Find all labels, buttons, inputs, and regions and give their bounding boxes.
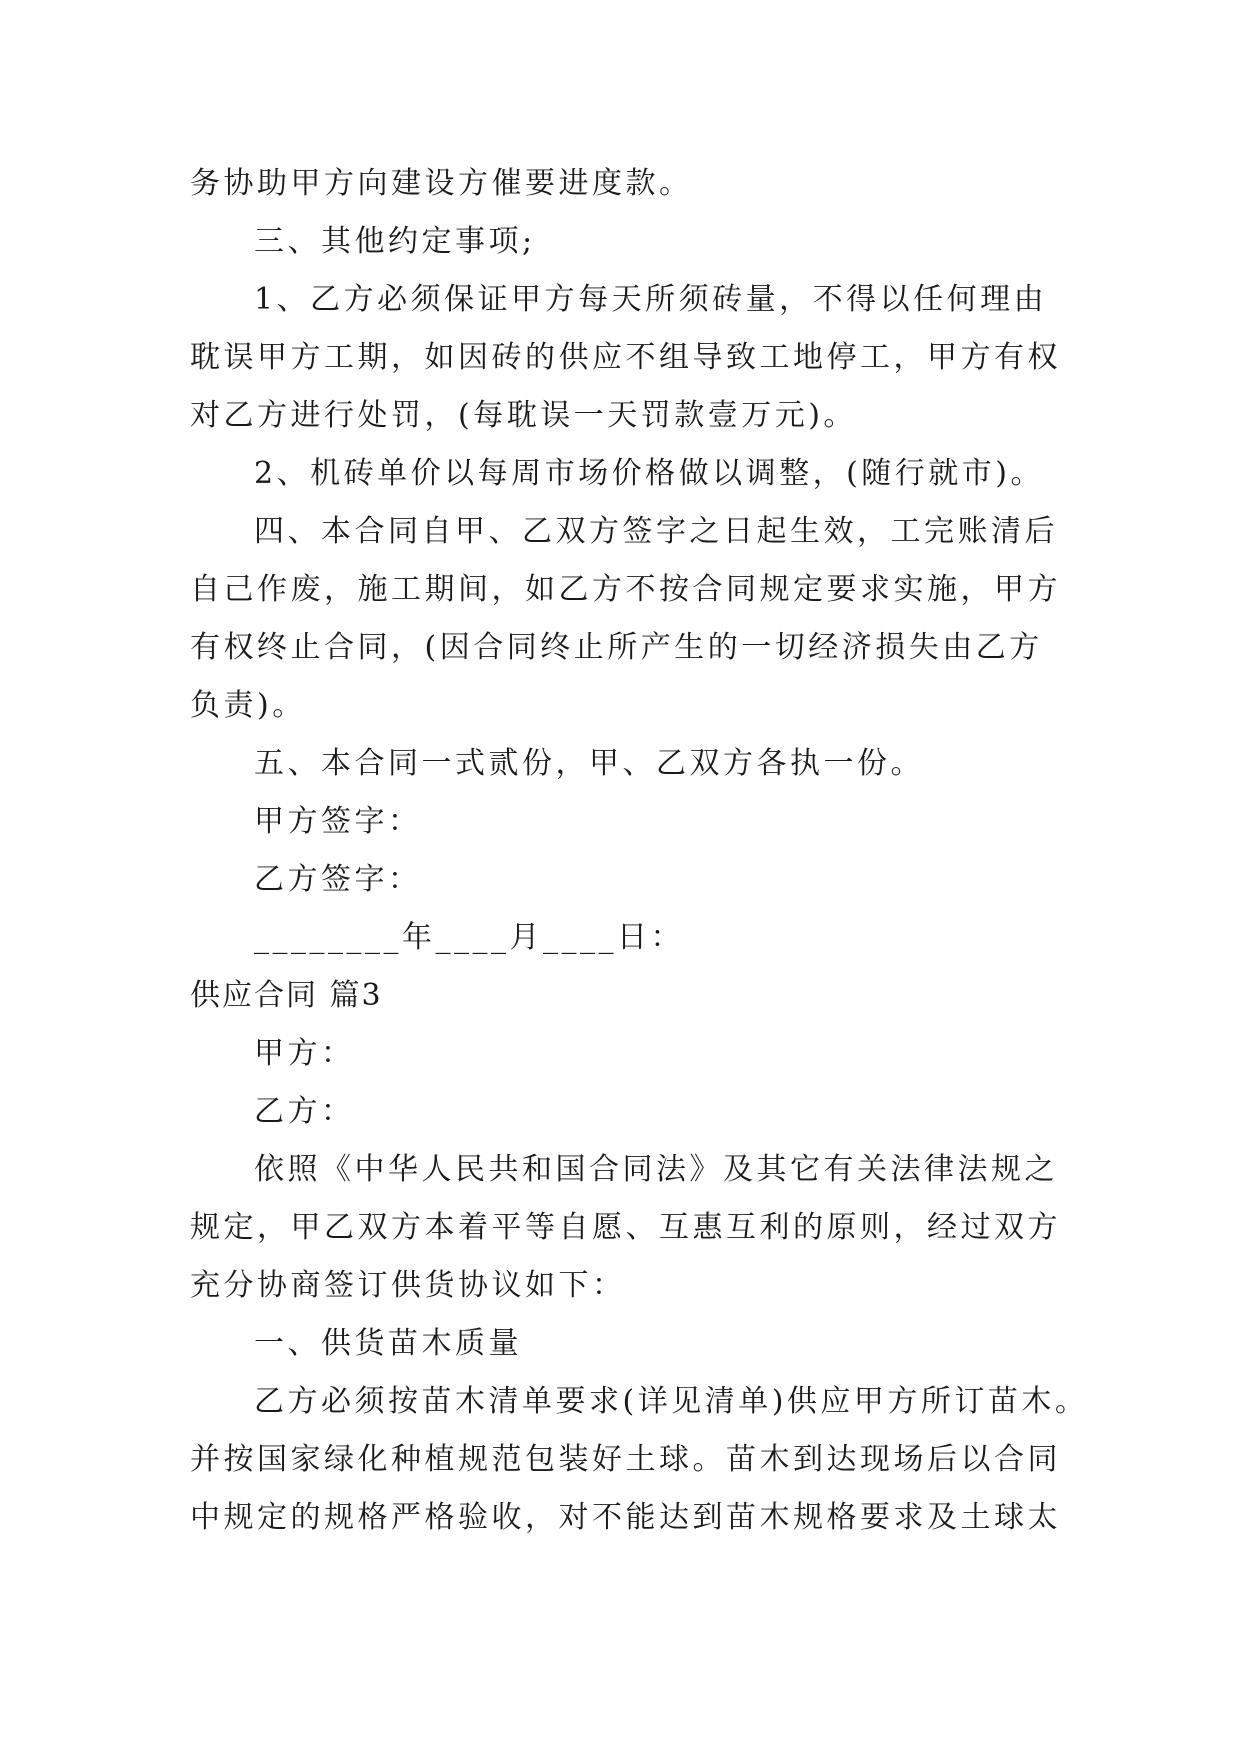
party-a-signature-label: 甲方签字： [254, 804, 422, 839]
section-heading-supply-quality: 一、供货苗木质量 [254, 1326, 522, 1361]
paragraph-line: 务协助甲方向建设方催要进度款。 [190, 166, 693, 201]
section-heading-other-terms: 三、其他约定事项; [254, 224, 536, 259]
section-title: 供应合同 篇3 [190, 978, 383, 1013]
paragraph-line: 自己作废，施工期间，如乙方不按合同规定要求实施，甲方 [190, 572, 1061, 607]
paragraph-line: 五、本合同一式贰份，甲、乙双方各执一份。 [254, 746, 924, 781]
party-b-label: 乙方： [254, 1094, 355, 1129]
paragraph-line: 中规定的规格严格验收，对不能达到苗木规格要求及土球太 [190, 1500, 1061, 1535]
party-a-label: 甲方： [254, 1036, 355, 1071]
paragraph-line: 对乙方进行处罚，(每耽误一天罚款壹万元)。 [190, 398, 857, 433]
paragraph-line: 并按国家绿化种植规范包装好土球。苗木到达现场后以合同 [190, 1442, 1061, 1477]
paragraph-line: 2、机砖单价以每周市场价格做以调整，(随行就市)。 [254, 456, 1044, 491]
paragraph-line: 乙方必须按苗木清单要求(详见清单)供应甲方所订苗木。 [254, 1384, 1089, 1419]
paragraph-line: 有权终止合同，(因合同终止所产生的一切经济损失由乙方 [190, 630, 1043, 665]
paragraph-line: 耽误甲方工期，如因砖的供应不组导致工地停工，甲方有权 [190, 340, 1061, 375]
party-b-signature-label: 乙方签字： [254, 862, 422, 897]
paragraph-line: 依照《中华人民共和国合同法》及其它有关法律法规之 [254, 1152, 1058, 1187]
paragraph-line: 规定，甲乙双方本着平等自愿、互惠互利的原则，经过双方 [190, 1210, 1061, 1245]
paragraph-line: 充分协商签订供货协议如下： [190, 1268, 626, 1303]
paragraph-line: 1、乙方必须保证甲方每天所须砖量，不得以任何理由 [254, 282, 1048, 317]
document-body [190, 155, 1089, 1547]
paragraph-line: 负责)。 [190, 688, 306, 723]
paragraph-line: 四、本合同自甲、乙双方签字之日起生效，工完账清后 [254, 514, 1058, 549]
date-line: ________年____月____日： [254, 920, 684, 955]
